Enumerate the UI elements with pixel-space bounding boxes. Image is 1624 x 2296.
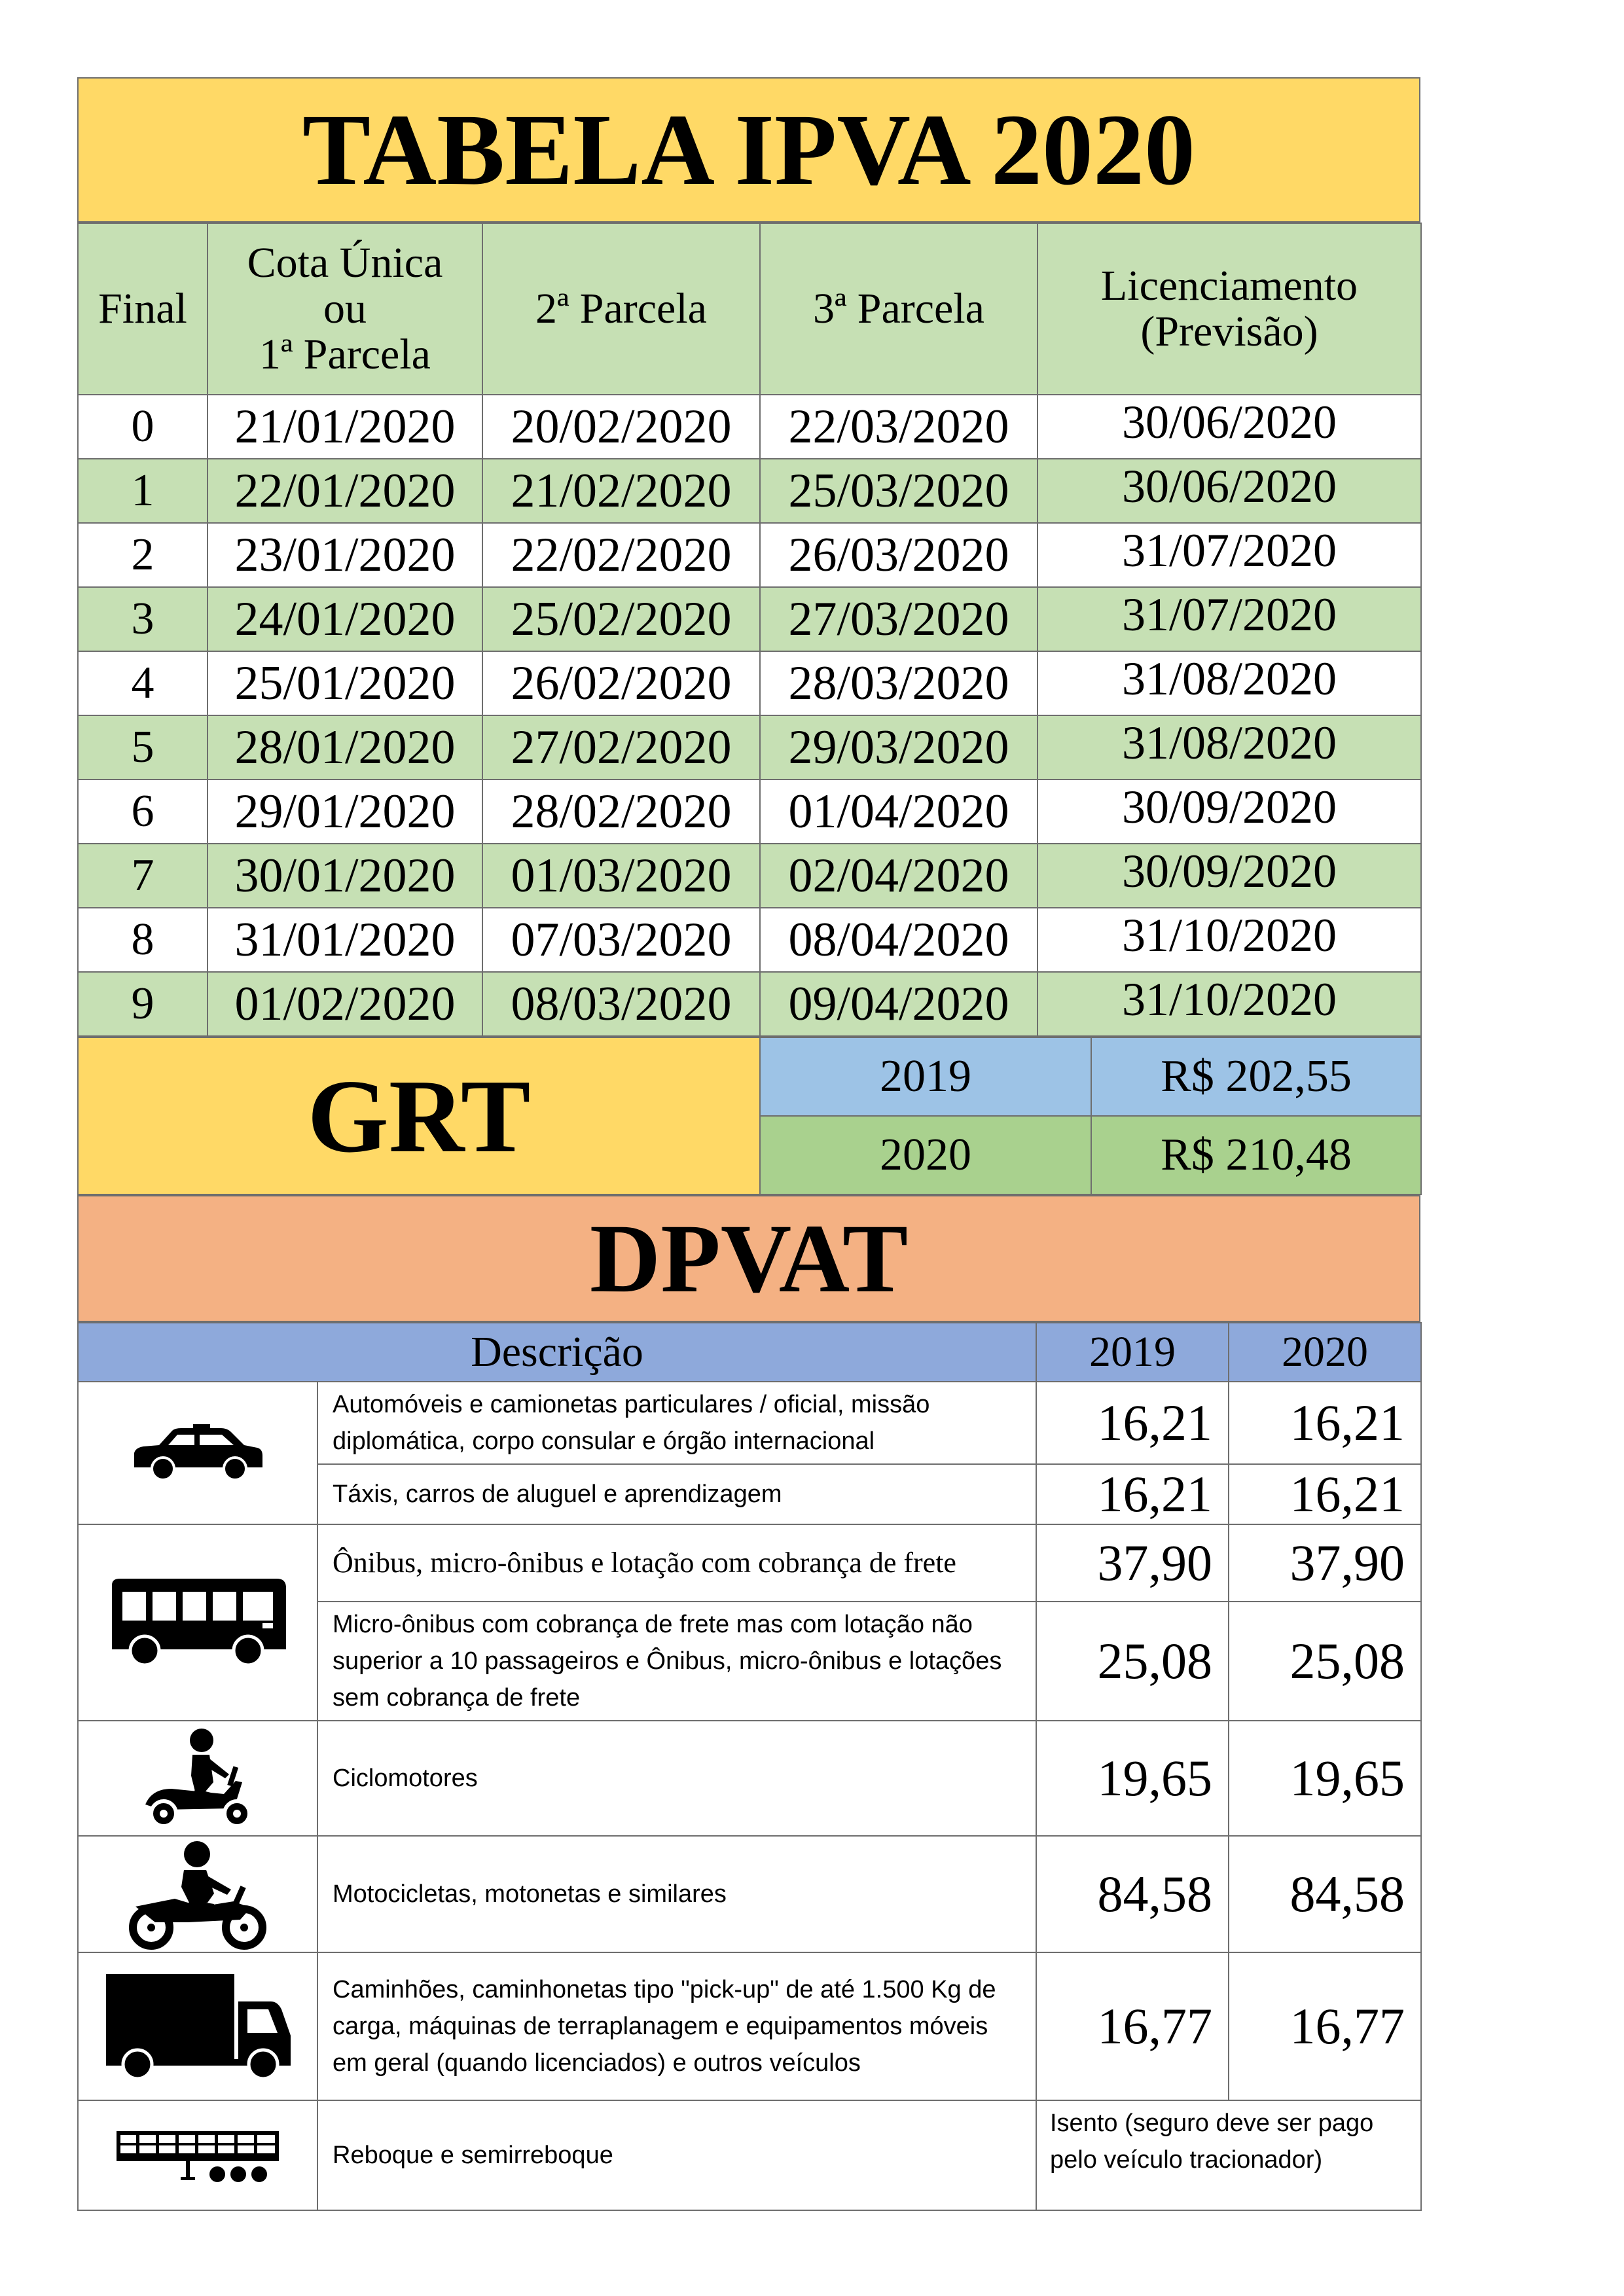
dpvat-description: Ciclomotores — [317, 1721, 1036, 1836]
licenciamento-cell: 31/08/2020 — [1038, 651, 1421, 715]
dpvat-exempt-note: Isento (seguro deve ser pago pelo veículo tracionador) — [1036, 2100, 1421, 2210]
final-cell: 2 — [78, 523, 208, 587]
dpvat-description: Táxis, carros de aluguel e aprendizagem — [317, 1464, 1036, 1524]
dpvat-value-2019: 16,21 — [1036, 1382, 1229, 1464]
licenciamento-cell: 31/08/2020 — [1038, 715, 1421, 780]
header-2020: 2020 — [1229, 1323, 1421, 1382]
grt-value-2019: R$ 202,55 — [1091, 1037, 1421, 1116]
licenciamento-cell: 31/07/2020 — [1038, 587, 1421, 651]
trailer-icon — [78, 2100, 317, 2210]
header-2019: 2019 — [1036, 1323, 1229, 1382]
table-row — [78, 2100, 1421, 2210]
grt-value-2020: R$ 210,48 — [1091, 1116, 1421, 1194]
scooter-icon — [78, 1721, 317, 1836]
dpvat-description: Motocicletas, motonetas e similares — [317, 1836, 1036, 1952]
licenciamento-cell: 30/06/2020 — [1038, 459, 1421, 523]
dpvat-title-table — [77, 1195, 1420, 1322]
grt-label: GRT — [78, 1037, 760, 1194]
dpvat-value-2019: 19,65 — [1036, 1721, 1229, 1836]
dpvat-description: Automóveis e camionetas particulares / oficial, missão diplomática, corpo consular e órgão internacional — [317, 1382, 1036, 1464]
parcela2-cell: 22/02/2020 — [482, 523, 760, 587]
table-row — [78, 972, 1421, 1036]
dpvat-description: Reboque e semirreboque — [317, 2100, 1036, 2210]
table-row — [78, 1382, 1421, 1464]
final-cell: 9 — [78, 972, 208, 1036]
dpvat-value-2019: 37,90 — [1036, 1524, 1229, 1602]
header-lic-line1: Licenciamento — [1100, 262, 1358, 310]
parcela3-cell: 22/03/2020 — [760, 395, 1038, 459]
title-table — [77, 77, 1420, 223]
cota-cell: 30/01/2020 — [208, 844, 482, 908]
ipva-header-row — [78, 223, 1421, 395]
table-row — [78, 715, 1421, 780]
table-row — [78, 1952, 1421, 2100]
final-cell: 4 — [78, 651, 208, 715]
table-row — [78, 459, 1421, 523]
table-row — [78, 523, 1421, 587]
dpvat-header-row — [78, 1323, 1421, 1382]
cota-cell: 22/01/2020 — [208, 459, 482, 523]
ipva-sheet — [77, 77, 1420, 2211]
dpvat-description: Micro-ônibus com cobrança de frete mas com lotação não superior a 10 passageiros e Ônibus, micro-ônibus e lotações sem cobrança de frete — [317, 1602, 1036, 1721]
parcela2-cell: 21/02/2020 — [482, 459, 760, 523]
grt-year-2019: 2019 — [760, 1037, 1091, 1116]
licenciamento-cell: 30/09/2020 — [1038, 844, 1421, 908]
car-icon — [78, 1382, 317, 1524]
licenciamento-cell: 31/07/2020 — [1038, 523, 1421, 587]
parcela2-cell: 20/02/2020 — [482, 395, 760, 459]
dpvat-value-2020: 37,90 — [1229, 1524, 1421, 1602]
dpvat-value-2020: 16,77 — [1229, 1952, 1421, 2100]
grt-year-2020: 2020 — [760, 1116, 1091, 1194]
final-cell: 0 — [78, 395, 208, 459]
table-row — [78, 651, 1421, 715]
final-cell: 5 — [78, 715, 208, 780]
dpvat-table — [77, 1322, 1422, 2211]
dpvat-value-2020: 25,08 — [1229, 1602, 1421, 1721]
parcela3-cell: 28/03/2020 — [760, 651, 1038, 715]
parcela3-cell: 09/04/2020 — [760, 972, 1038, 1036]
final-cell: 8 — [78, 908, 208, 972]
dpvat-value-2020: 16,21 — [1229, 1382, 1421, 1464]
parcela3-cell: 29/03/2020 — [760, 715, 1038, 780]
motorcycle-icon — [78, 1836, 317, 1952]
truck-icon — [78, 1952, 317, 2100]
ipva-table — [77, 223, 1422, 1037]
final-cell: 6 — [78, 780, 208, 844]
table-row — [78, 1721, 1421, 1836]
dpvat-value-2020: 19,65 — [1229, 1721, 1421, 1836]
dpvat-description: Ônibus, micro-ônibus e lotação com cobrança de frete — [317, 1524, 1036, 1602]
parcela2-cell: 08/03/2020 — [482, 972, 760, 1036]
header-cota-line1: Cota Única — [247, 239, 443, 287]
dpvat-value-2019: 16,21 — [1036, 1464, 1229, 1524]
cota-cell: 31/01/2020 — [208, 908, 482, 972]
header-licenciamento — [1038, 223, 1421, 395]
final-cell: 1 — [78, 459, 208, 523]
header-cota-unica — [208, 223, 482, 395]
header-cota-line2: ou — [323, 285, 367, 332]
table-row — [78, 908, 1421, 972]
dpvat-value-2019: 84,58 — [1036, 1836, 1229, 1952]
cota-cell: 28/01/2020 — [208, 715, 482, 780]
cota-cell: 24/01/2020 — [208, 587, 482, 651]
licenciamento-cell: 31/10/2020 — [1038, 972, 1421, 1036]
dpvat-value-2020: 84,58 — [1229, 1836, 1421, 1952]
cota-cell: 23/01/2020 — [208, 523, 482, 587]
dpvat-value-2020: 16,21 — [1229, 1464, 1421, 1524]
table-row — [78, 844, 1421, 908]
dpvat-title: DPVAT — [78, 1196, 1420, 1321]
parcela2-cell: 01/03/2020 — [482, 844, 760, 908]
licenciamento-cell: 30/06/2020 — [1038, 395, 1421, 459]
parcela2-cell: 25/02/2020 — [482, 587, 760, 651]
parcela2-cell: 28/02/2020 — [482, 780, 760, 844]
licenciamento-cell: 30/09/2020 — [1038, 780, 1421, 844]
table-row — [78, 587, 1421, 651]
parcela3-cell: 25/03/2020 — [760, 459, 1038, 523]
cota-cell: 01/02/2020 — [208, 972, 482, 1036]
cota-cell: 25/01/2020 — [208, 651, 482, 715]
parcela3-cell: 01/04/2020 — [760, 780, 1038, 844]
parcela2-cell: 07/03/2020 — [482, 908, 760, 972]
cota-cell: 21/01/2020 — [208, 395, 482, 459]
parcela3-cell: 26/03/2020 — [760, 523, 1038, 587]
parcela3-cell: 08/04/2020 — [760, 908, 1038, 972]
parcela2-cell: 26/02/2020 — [482, 651, 760, 715]
parcela2-cell: 27/02/2020 — [482, 715, 760, 780]
header-parcela-2: 2ª Parcela — [482, 223, 760, 395]
dpvat-value-2019: 25,08 — [1036, 1602, 1229, 1721]
header-parcela-3: 3ª Parcela — [760, 223, 1038, 395]
dpvat-description: Caminhões, caminhonetas tipo "pick-up" de até 1.500 Kg de carga, máquinas de terraplanagem e equipamentos móveis em geral (quando licenciados) e outros veículos — [317, 1952, 1036, 2100]
final-cell: 3 — [78, 587, 208, 651]
parcela3-cell: 02/04/2020 — [760, 844, 1038, 908]
header-descricao: Descrição — [78, 1323, 1036, 1382]
table-row — [78, 1836, 1421, 1952]
table-row — [78, 1524, 1421, 1602]
dpvat-value-2019: 16,77 — [1036, 1952, 1229, 2100]
parcela3-cell: 27/03/2020 — [760, 587, 1038, 651]
grt-table — [77, 1037, 1422, 1195]
page-title: TABELA IPVA 2020 — [78, 78, 1420, 222]
bus-icon — [78, 1524, 317, 1721]
header-cota-line3: 1ª Parcela — [259, 331, 431, 378]
table-row — [78, 395, 1421, 459]
cota-cell: 29/01/2020 — [208, 780, 482, 844]
header-lic-line2: (Previsão) — [1140, 308, 1318, 355]
final-cell: 7 — [78, 844, 208, 908]
header-final: Final — [78, 223, 208, 395]
licenciamento-cell: 31/10/2020 — [1038, 908, 1421, 972]
table-row — [78, 780, 1421, 844]
